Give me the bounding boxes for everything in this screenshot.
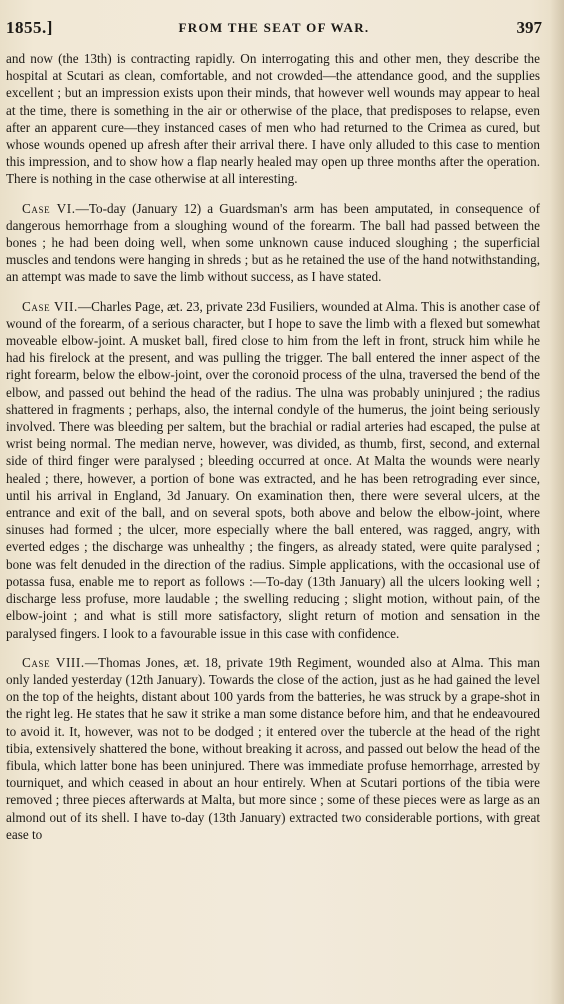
header-year: 1855.]: [6, 18, 53, 37]
paragraph-continuation: [6, 50, 540, 188]
case-heading: Case VI.: [22, 200, 76, 216]
running-header: [6, 18, 542, 42]
page-number: 397: [516, 18, 542, 37]
page-edge-shadow: [550, 0, 564, 1004]
paragraph-text: and now (the 13th) is contracting rapidly. On interrogating this and other men, they describe the hospital at Scutari as clean, comfortable, and not crowded—the attendance good, and the supplies excellent ; but an impression exists upon their minds, that however well wounds may appear to heal at the time, there is something in the air or otherwise of the place, that predisposes to relapse, even after an apparent cure—they instanced cases of men who had returned to the Crimea as cured, but whose wounds opened up afresh after their arrival there. I have only alluded to this case to mention this impression, and to show how a flap nearly healed may open up three months after the operation. There is nothing in the case otherwise at all interesting.: [6, 51, 540, 187]
paragraph-text: —Charles Page, æt. 23, private 23d Fusiliers, wounded at Alma. This is another case of wound of the forearm, of a serious character, but I hope to save the limb with a flexed but somewhat moveable elbow-joint. A musket ball, fired close to him from the left in front, struck him while he had his firelock at the present, and was pulling the trigger. The ball entered the inner aspect of the right forearm, below the elbow-joint, over the coronoid process of the ulna, traversed the bend of the elbow, and passed out behind the head of the radius. The ulna was probably uninjured ; the radius shattered in fragments ; perhaps, also, the internal condyle of the humerus, the joint being seriously involved. There was bleeding per saltem, but the brachial or radial arteries had escaped, the pulse at wrist being normal. The median nerve, however, was divided, as thumb, first, second, and external side of third finger were paralysed ; bleeding occurred at once. At Malta the wounds were nearly healed ; there, however, a portion of bone was extracted, and he has been retrograding ever since, until his arrival in England, 3d January. On examination then, there were several ulcers, at the entrance and exit of the ball, and on several spots, both above and below the elbow-joint, where sinuses had formed ; the ulcer, more especially where the ball entered, was ragged, angry, with everted edges ; the discharge was unhealthy ; the fingers, as already stated, were quite paralysed ; bone was felt denuded in the direction of the radius. Simple applications, with the occasional use of potassa fusa, enable me to report as follows :—To-day (13th January) all the ulcers looking well ; discharge less profuse, more laudable ; the swelling reducing ; slight motion, without pain, of the elbow-joint ; and what is still more satisfactory, slight return of motion and sensation in the paralysed fingers. I look to a favourable issue in this case with confidence.: [6, 298, 540, 641]
case-heading: Case VII.: [22, 298, 78, 314]
header-title: FROM THE SEAT OF WAR.: [178, 20, 370, 35]
paragraph-case-viii: [6, 654, 540, 843]
paragraph-text: —To-day (January 12) a Guardsman's arm has been amputated, in consequence of dangerous hemorrhage from a sloughing wound of the forearm. The ball had passed between the bones ; he had been doing well, when some unknown cause induced sloughing ; the superficial muscles and tendons were hanging in shreds ; but as he retained the use of the hand notwithstanding, an attempt was made to save the limb without success, as I have stated.: [6, 200, 540, 285]
paragraph-case-vi: [6, 200, 540, 286]
body-text: [6, 50, 540, 855]
paragraph-text: —Thomas Jones, æt. 18, private 19th Regiment, wounded also at Alma. This man only landed yesterday (12th January). Towards the close of the action, just as he had gained the level on the top of the heights, distant about 100 yards from the batteries, he was struck by a grape-shot in the right leg. He states that he saw it strike a man some distance before him, and that he endeavoured to avoid it. It, however, was not to be dodged ; it entered over the tubercle at the head of the right tibia, extensively shattered the bone, without breaking it across, and passed out below the head of the fibula, which latter bone has been uninjured. There was immediate profuse hemorrhage, arrested by tourniquet, and which ceased in about an hour entirely. When at Scutari portions of the tibia were removed ; three pieces afterwards at Malta, but more since ; some of these pieces were as large as an almond out of its shell. I have to-day (13th January) extracted two considerable portions, with great ease to: [6, 654, 541, 842]
paragraph-case-vii: [6, 298, 540, 642]
case-heading: Case VIII.: [22, 654, 85, 670]
